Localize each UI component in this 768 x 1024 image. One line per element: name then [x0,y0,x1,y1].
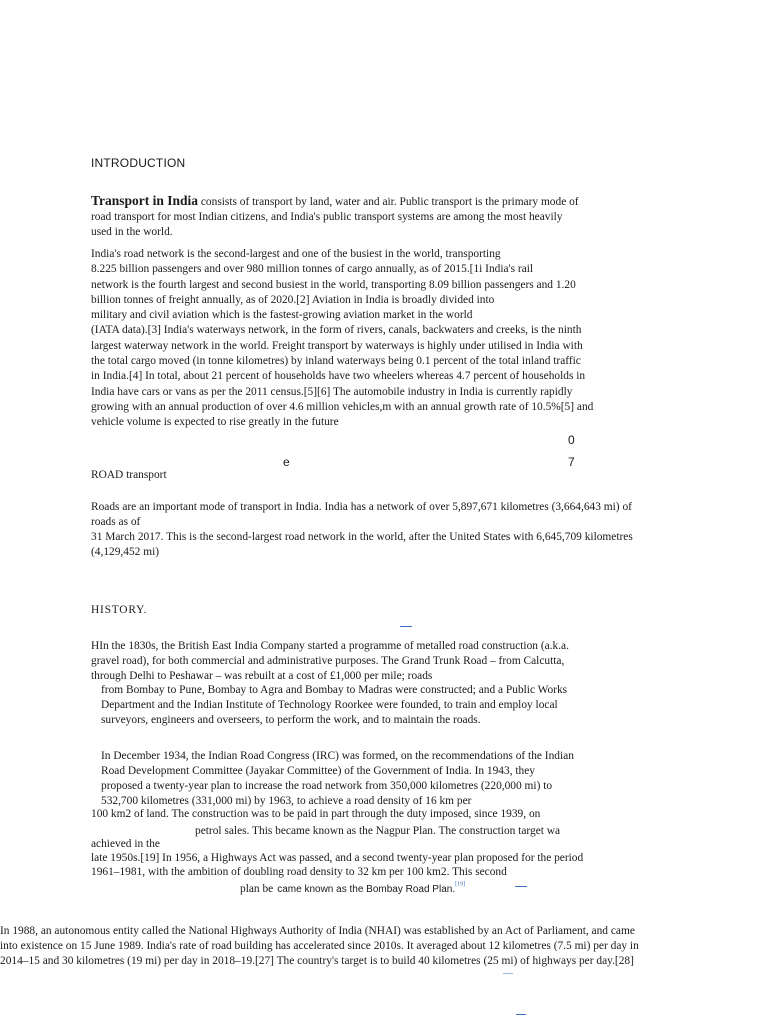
paragraph-line: largest waterway network in the world. Freight transport by waterways is highly under utilised in India with [91,339,583,352]
history-paragraph-2 [101,749,741,809]
road-heading: ROAD transport [91,469,167,481]
history-line: gravel road), for both commercial and administrative purposes. The Grand Trunk Road – from Calcutta, [91,655,565,667]
history-line: achieved in the [91,838,160,850]
blue-dash-mark [503,973,513,974]
history-line: surveyors, engineers and overseers, to perform the work, and to maintain the roads. [101,714,481,726]
road-line: (4,129,452 mi) [91,546,160,558]
nhai-line: In 1988, an autonomous entity called the National Highways Authority of India (NHAI) was established by an Act of Parliament, and came [0,925,635,937]
lead-line: used in the world. [91,226,173,238]
history-line: petrol sales. This became known as the Nagpur Plan. The construction target wa [195,825,561,837]
paragraph-line: growing with an annual production of over 4.6 million vehicles,m with an annual growth rate of 10.5%[5] and [91,400,594,413]
lead-bold-term: Transport in India [91,193,199,208]
road-line: 31 March 2017. This is the second-largest road network in the world, after the United States with 6,645,709 kilometres [91,531,633,543]
paragraph-line: network is the fourth largest and second busiest in the world, transporting 8.09 billion passengers and 1.20 [91,278,576,291]
history-line: Road Development Committee (Jayakar Committee) of the Government of India. In 1943, they [101,765,535,777]
bombay-road-plan-line [240,879,465,897]
history-paragraph-1-indent [101,683,721,728]
paragraph-line: India's road network is the second-largest and one of the busiest in the world, transporting [91,248,501,260]
history-line: 532,700 kilometres (331,000 mi) by 1963, to achieve a road density of 16 km per [101,795,472,807]
lead-line: road transport for most Indian citizens, and India's public transport systems are among the most heavily [91,211,563,223]
blue-dash-mark [516,1014,526,1015]
paragraph-line: vehicle volume is expected to rise greatly in the future [91,416,339,429]
introduction-heading: INTRODUCTION [91,156,186,170]
history-line: from Bombay to Pune, Bombay to Agra and Bombay to Madras were constructed; and a Public Works [101,684,568,696]
blue-dash-mark [515,886,527,887]
introduction-paragraph [91,247,711,431]
introduction-lead [91,193,711,240]
history-line: Department and the Indian Institute of Technology Roorkee were founded, to train and employ local [101,699,558,711]
nhai-paragraph [0,924,768,969]
history-line: 100 km2 of land. The construction was to be paid in part through the duty imposed, since 1939, on [91,808,541,820]
history-paragraph-1 [91,639,731,684]
paragraph-line: 8.225 billion passengers and over 980 million tonnes of cargo annually, as of 2015.[1i India's rail [91,263,534,276]
history-line: 1961–1981, with the ambition of doubling road density to 32 km per 100 km2. This second [91,866,507,878]
paragraph-line: (IATA data).[3] India's waterways network, in the form of rivers, canals, backwaters and creeks, is the ninth [91,324,582,337]
reference-link[interactable]: [19] [455,881,466,888]
history-line: late 1950s.[19] In 1956, a Highways Act was passed, and a second twenty-year plan proposed for the period [91,852,584,864]
blue-dash-mark [400,626,412,627]
paragraph-line: India have cars or vans as per the 2011 census.[5][6] The automobile industry in India is currently rapidly [91,385,573,398]
history-heading: HISTORY. [91,604,148,616]
paragraph-line: in India.[4] In total, about 21 percent of households have two wheelers whereas 4.7 percent of households in [91,370,586,383]
nhai-line: 2014–15 and 30 kilometres (19 mi) per day in 2018–19.[27] The country's target is to build 40 kilometres (25 mi) of highways per day.[28] [0,955,634,967]
history-line-sans: came known as the Bombay Road Plan. [277,884,456,895]
lead-line: consists of transport by land, water and air. Public transport is the primary mode of [198,196,579,208]
road-line: Roads are an important mode of transport in India. India has a network of over 5,897,671 kilometres (3,664,643 mi) of [91,501,632,513]
road-paragraph [91,500,761,560]
road-line: roads as of [91,516,141,528]
history-line-serif: plan be [240,883,274,895]
stray-character: 0 [568,433,575,447]
paragraph-line: billion tonnes of freight annually, as of 2020.[2] Aviation in India is broadly divided into [91,293,495,306]
history-line: through Delhi to Peshawar – was rebuilt at a cost of £1,000 per mile; roads [91,670,433,682]
history-line: proposed a twenty-year plan to increase the road network from 350,000 kilometres (220,000 mi) to [101,780,553,792]
paragraph-line: military and civil aviation which is the fastest-growing aviation market in the world [91,309,473,322]
paragraph-line: the total cargo moved (in tonne kilometres) by inland waterways being 0.1 percent of the total inland traffic [91,355,581,368]
stray-character: e [283,455,290,469]
history-line: In December 1934, the Indian Road Congress (IRC) was formed, on the recommendations of the Indian [101,750,574,762]
history-line: HIn the 1830s, the British East India Company started a programme of metalled road construction (a.k.a. [91,640,569,652]
nhai-line: into existence on 15 June 1989. India's rate of road building has accelerated since 2010s. It averaged about 12 kilometres (7.5 mi) per day in [0,940,639,952]
stray-character: 7 [568,455,575,469]
